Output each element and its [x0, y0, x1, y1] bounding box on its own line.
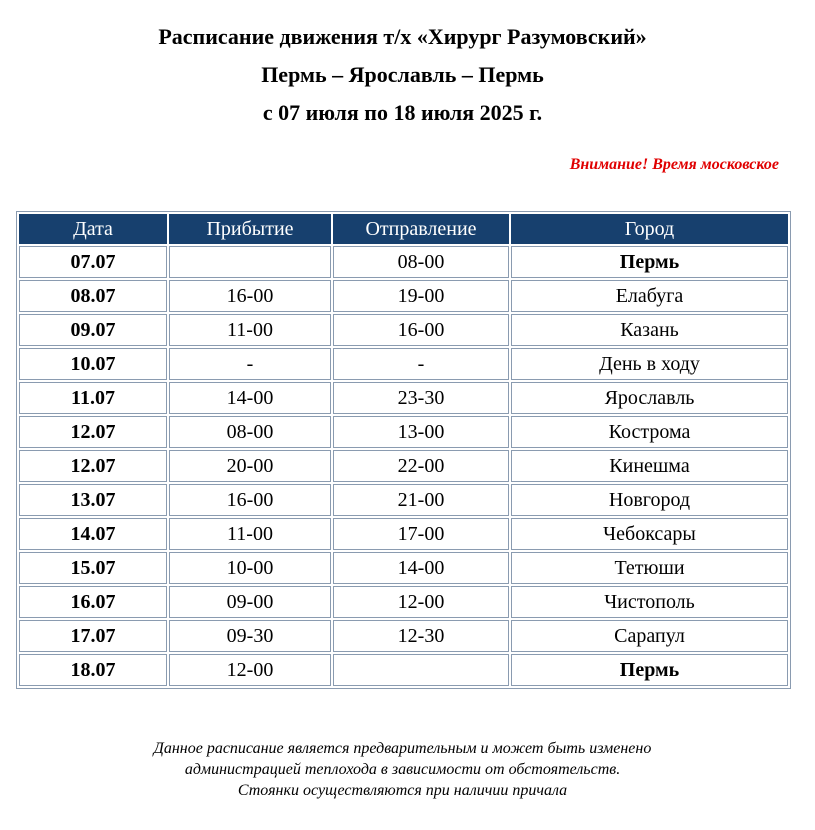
- table-row: [19, 518, 788, 550]
- page-title: [0, 18, 805, 132]
- cell-city: Кострома: [511, 416, 788, 448]
- cell-arrival: 16-00: [169, 484, 331, 516]
- cell-city: Пермь: [511, 246, 788, 278]
- title-route: Пермь – Ярославль – Пермь: [261, 62, 544, 87]
- cell-date: 09.07: [19, 314, 167, 346]
- cell-arrival: 10-00: [169, 552, 331, 584]
- disclaimer-line-3: Стоянки осуществляются при наличии причала: [237, 782, 568, 799]
- cell-arrival: 11-00: [169, 518, 331, 550]
- cell-departure: [333, 654, 509, 686]
- cell-departure: 23-30: [333, 382, 509, 414]
- cell-arrival: 16-00: [169, 280, 331, 312]
- cell-arrival: 20-00: [169, 450, 331, 482]
- cell-arrival: 09-00: [169, 586, 331, 618]
- table-row: [19, 450, 788, 482]
- table-row: [19, 348, 788, 380]
- cell-city: Пермь: [511, 654, 788, 686]
- table-row: [19, 484, 788, 516]
- table-row: [19, 416, 788, 448]
- cell-departure: 22-00: [333, 450, 509, 482]
- cell-date: 07.07: [19, 246, 167, 278]
- title-dates: с 07 июля по 18 июля 2025 г.: [262, 100, 543, 125]
- disclaimer-line-2: администрацией теплохода в зависимости от обстоятельств.: [184, 761, 621, 778]
- cell-date: 13.07: [19, 484, 167, 516]
- cell-departure: 19-00: [333, 280, 509, 312]
- disclaimer: [0, 738, 805, 801]
- cell-departure: 21-00: [333, 484, 509, 516]
- cell-date: 12.07: [19, 450, 167, 482]
- cell-arrival: [169, 246, 331, 278]
- table-row: [19, 654, 788, 686]
- disclaimer-line-1: Данное расписание является предварительным и может быть изменено: [153, 740, 652, 757]
- cell-departure: 12-30: [333, 620, 509, 652]
- cell-city: Чебоксары: [511, 518, 788, 550]
- cell-arrival: 11-00: [169, 314, 331, 346]
- cell-arrival: 08-00: [169, 416, 331, 448]
- cell-departure: 12-00: [333, 586, 509, 618]
- table-row: [19, 382, 788, 414]
- cell-date: 12.07: [19, 416, 167, 448]
- table-row: [19, 620, 788, 652]
- cell-departure: 13-00: [333, 416, 509, 448]
- table-row: [19, 246, 788, 278]
- cell-departure: -: [333, 348, 509, 380]
- cell-arrival: 14-00: [169, 382, 331, 414]
- table-row: [19, 314, 788, 346]
- cell-date: 16.07: [19, 586, 167, 618]
- cell-city: Казань: [511, 314, 788, 346]
- title-ship: Расписание движения т/х «Хирург Разумовский»: [158, 24, 647, 49]
- table-row: [19, 586, 788, 618]
- column-header-date: Дата: [19, 214, 167, 244]
- cell-city: Ярославль: [511, 382, 788, 414]
- cell-date: 14.07: [19, 518, 167, 550]
- cell-city: Чистополь: [511, 586, 788, 618]
- table-row: [19, 552, 788, 584]
- cell-date: 18.07: [19, 654, 167, 686]
- cell-arrival: -: [169, 348, 331, 380]
- column-header-departure: Отправление: [333, 214, 509, 244]
- cell-arrival: 09-30: [169, 620, 331, 652]
- cell-departure: 16-00: [333, 314, 509, 346]
- cell-arrival: 12-00: [169, 654, 331, 686]
- cell-date: 10.07: [19, 348, 167, 380]
- cell-city: День в ходу: [511, 348, 788, 380]
- cell-city: Кинешма: [511, 450, 788, 482]
- cell-departure: 08-00: [333, 246, 509, 278]
- column-header-city: Город: [511, 214, 788, 244]
- cell-date: 17.07: [19, 620, 167, 652]
- schedule-table: [16, 211, 791, 689]
- cell-city: Тетюши: [511, 552, 788, 584]
- table-row: [19, 280, 788, 312]
- cell-city: Сарапул: [511, 620, 788, 652]
- column-header-arrival: Прибытие: [169, 214, 331, 244]
- cell-date: 11.07: [19, 382, 167, 414]
- cell-city: Елабуга: [511, 280, 788, 312]
- cell-departure: 14-00: [333, 552, 509, 584]
- moscow-time-notice: Внимание! Время московское: [569, 156, 779, 173]
- cell-city: Новгород: [511, 484, 788, 516]
- cell-date: 08.07: [19, 280, 167, 312]
- table-header-row: [19, 214, 788, 244]
- cell-date: 15.07: [19, 552, 167, 584]
- cell-departure: 17-00: [333, 518, 509, 550]
